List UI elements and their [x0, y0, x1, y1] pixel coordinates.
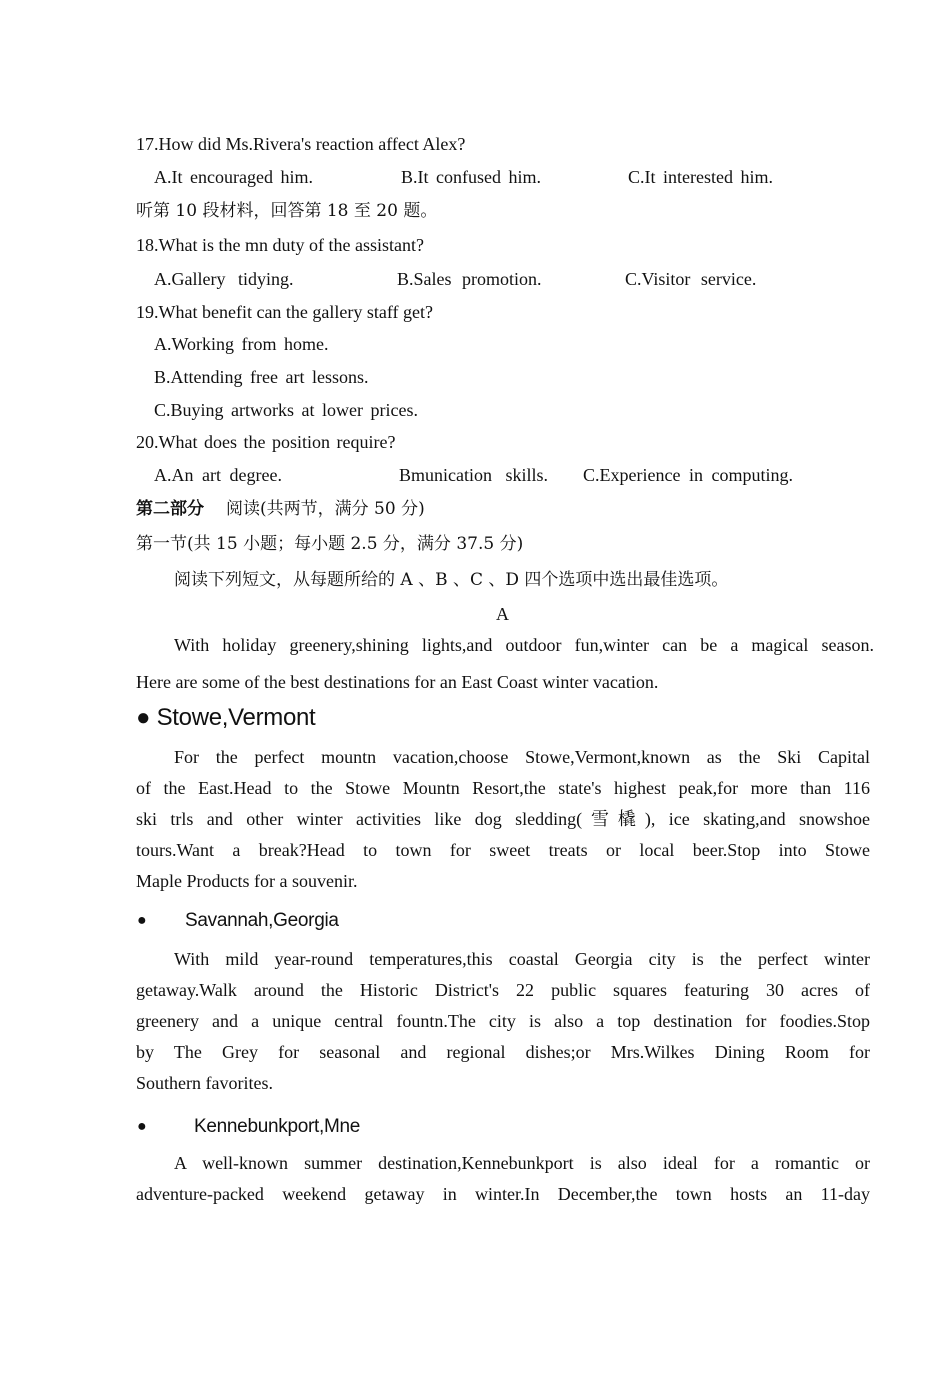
question-17: 17.How did Ms.Rivera's reaction affect Alex? — [136, 134, 466, 154]
q19-option-a: A.Working from home. — [154, 334, 329, 354]
intro-line-2: Here are some of the best destinations for an East Coast winter vacation. — [136, 672, 659, 692]
savannah-line-2: getaway.Walk around the Historic District's 22 public squares featuring 30 acres of — [136, 980, 870, 1000]
bullet-icon: ● — [137, 912, 147, 929]
q20-option-b: Bmunication skills. — [399, 465, 549, 485]
reading-instruction: 阅读下列短文，从每题所给的 A 、B 、C 、D 四个选项中选出最佳选项。 — [174, 570, 729, 590]
q17-option-b: B.It confused him. — [401, 167, 541, 187]
kennebunkport-line-2: adventure-packed weekend getaway in winter.In December,the town hosts an 11-day — [136, 1184, 870, 1204]
part2-header — [136, 498, 425, 520]
part2-subtitle: 阅读(共两节，满分 50 分) — [226, 499, 425, 519]
q17-option-c: C.It interested him. — [628, 167, 773, 187]
stowe-line-4: tours.Want a break?Head to town for sweet treats or local beer.Stop into Stowe — [136, 840, 870, 860]
listening-instruction-10: 听第 10 段材料，回答第 18 至 20 题。 — [136, 201, 438, 221]
q20-option-c: C.Experience in computing. — [583, 465, 793, 485]
stowe-paragraph — [136, 746, 870, 901]
stowe-line-2: of the East.Head to the Stowe Mountn Resort,the state's highest peak,for more than 116 — [136, 778, 870, 798]
intro-paragraph — [136, 634, 874, 702]
savannah-line-1: With mild year-round temperatures,this coastal Georgia city is the perfect winter — [174, 949, 870, 969]
savannah-paragraph — [136, 948, 870, 1103]
stowe-line-5: Maple Products for a souvenir. — [136, 871, 358, 891]
section1-title: 第一节(共 15 小题；每小题 2.5 分，满分 37.5 分) — [136, 534, 524, 554]
part2-title: 第二部分 — [136, 499, 204, 519]
kennebunkport-heading: Kennebunkport,Mne — [194, 1116, 361, 1137]
question-19: 19.What benefit can the gallery staff get? — [136, 302, 434, 322]
q20-option-a: A.An art degree. — [154, 465, 282, 485]
savannah-line-4: by The Grey for seasonal and regional dishes;or Mrs.Wilkes Dining Room for — [136, 1042, 870, 1062]
stowe-heading: Stowe,Vermont — [156, 704, 316, 731]
q18-option-b: B.Sales promotion. — [397, 269, 542, 289]
stowe-line-1: For the perfect mountn vacation,choose Stowe,Vermont,known as the Ski Capital — [174, 747, 870, 767]
question-20: 20.What does the position require? — [136, 432, 396, 452]
q18-option-a: A.Gallery tidying. — [154, 269, 294, 289]
q18-option-c: C.Visitor service. — [625, 269, 757, 289]
q17-option-a: A.It encouraged him. — [154, 167, 313, 187]
savannah-heading: Savannah,Georgia — [185, 910, 339, 931]
savannah-line-3: greenery and a unique central fountn.The city is also a top destination for foodies.Stop — [136, 1011, 870, 1031]
question-18: 18.What is the mn duty of the assistant? — [136, 235, 424, 255]
stowe-heading-row — [136, 704, 315, 732]
q19-option-c: C.Buying artworks at lower prices. — [154, 400, 418, 420]
kennebunkport-line-1: A well-known summer destination,Kennebunkport is also ideal for a romantic or — [174, 1153, 870, 1173]
passage-label: A — [496, 604, 509, 624]
bullet-icon: ● — [137, 1118, 147, 1135]
kennebunkport-paragraph — [136, 1152, 870, 1214]
q19-option-b: B.Attending free art lessons. — [154, 367, 369, 387]
bullet-icon: ● — [136, 704, 151, 731]
stowe-line-3: ski trls and other winter activities like dog sledding(雪橇), ice skating,and snowshoe — [136, 809, 870, 829]
intro-line-1: With holiday greenery,shining lights,and outdoor fun,winter can be a magical season. — [174, 635, 874, 655]
savannah-line-5: Southern favorites. — [136, 1073, 273, 1093]
